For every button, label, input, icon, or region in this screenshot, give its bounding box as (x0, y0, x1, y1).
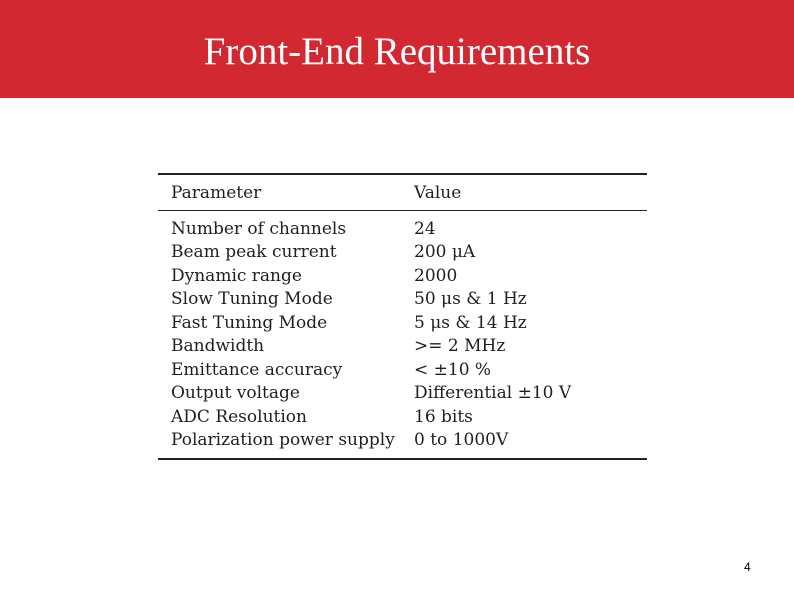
table-row (158, 429, 647, 460)
parameter-cell: Number of channels (171, 218, 347, 239)
table-row (158, 311, 647, 335)
table-row (158, 382, 647, 406)
parameter-cell: Beam peak current (171, 242, 337, 263)
value-cell: >= 2 MHz (414, 336, 506, 357)
parameter-cell: Fast Tuning Mode (171, 312, 328, 333)
parameter-cell: Polarization power supply (158, 429, 414, 460)
parameter-cell: Dynamic range (171, 265, 302, 286)
column-header-value: Value (414, 174, 647, 211)
table-row (158, 288, 647, 312)
column-header-parameter: Parameter (158, 174, 414, 211)
requirements-table-container (158, 173, 647, 460)
table-body (158, 211, 647, 460)
parameter-cell: Slow Tuning Mode (171, 289, 333, 310)
table-row (158, 358, 647, 382)
value-cell: 24 (414, 218, 436, 239)
table-row (158, 335, 647, 359)
table-row (158, 264, 647, 288)
value-cell: 5 μs & 14 Hz (414, 312, 527, 333)
parameter-cell: Output voltage (171, 383, 300, 404)
requirements-table (158, 173, 647, 460)
value-cell: Differential ±10 V (414, 383, 572, 404)
table-row (158, 211, 647, 241)
table-header-row (158, 174, 647, 211)
slide-title: Front-End Requirements (203, 30, 591, 73)
value-cell: < ±10 % (414, 359, 492, 380)
value-cell: 50 μs & 1 Hz (414, 289, 527, 310)
table-row (158, 241, 647, 265)
parameter-cell: Emittance accuracy (171, 359, 343, 380)
parameter-cell: Bandwidth (171, 336, 265, 357)
page-number: 4 (744, 560, 751, 574)
table-header (158, 174, 647, 211)
table-row (158, 405, 647, 429)
parameter-cell: ADC Resolution (171, 406, 307, 427)
value-cell: 16 bits (414, 406, 473, 427)
value-cell: 2000 (414, 265, 458, 286)
value-cell: 0 to 1000V (414, 429, 647, 460)
value-cell: 200 μA (414, 242, 476, 263)
